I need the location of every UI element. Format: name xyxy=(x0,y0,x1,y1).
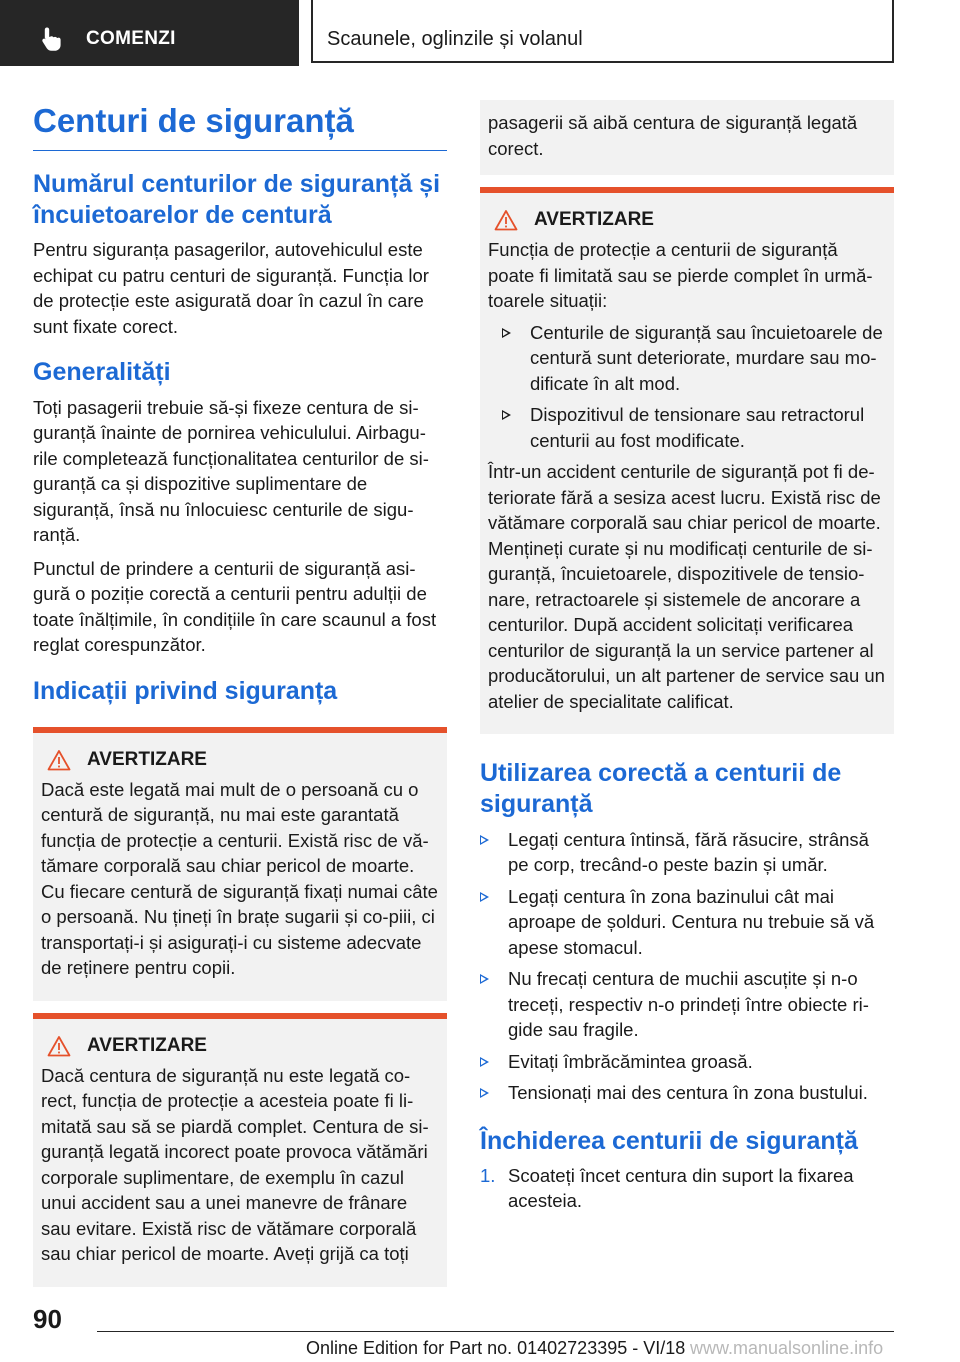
right-column xyxy=(480,100,894,1214)
heading-number-of-belts: Numărul centurilor de siguranță și încuietoarelor de centură xyxy=(33,169,441,230)
triangle-bullet-icon xyxy=(480,1057,489,1067)
list-item xyxy=(480,1049,894,1075)
list-item-text: Centurile de siguranță sau încuietoarele de centură sunt deteriorate, murdare sau mo-dificate în alt mod. xyxy=(530,321,883,394)
list-item xyxy=(480,884,894,961)
warning-box-2 xyxy=(33,1013,447,1287)
warning-continuation-box xyxy=(480,100,894,175)
chapter-label: COMENZI xyxy=(86,28,176,49)
section-label: Scaunele, oglinzile și volanul xyxy=(327,28,583,50)
watermark-site[interactable]: www.manualsonline.info xyxy=(690,1338,884,1358)
list-item-text: Tensionați mai des centura în zona bustului. xyxy=(508,1082,868,1103)
warning-triangle-icon xyxy=(494,209,518,231)
page-header xyxy=(0,0,960,66)
closing-steps-list xyxy=(480,1163,894,1214)
triangle-bullet-icon xyxy=(502,328,511,338)
list-item xyxy=(488,402,886,453)
list-item-text: Nu frecați centura de muchii ascuțite și n-o treceți, respectiv n-o prindeți între obiecte ri-gide sau fragile. xyxy=(508,968,869,1040)
page-number: 90 xyxy=(33,1304,62,1334)
warning-title-text: AVERTIZARE xyxy=(534,209,654,230)
list-item xyxy=(480,1080,894,1106)
warning-text: Dacă centura de siguranță nu este legată co-rect, funcția de protecție a acesteia poate fi li-mitată sau să se piardă complet. Centura de si-guranță legată incorect poate provoca vătămări corporale suplimentare, de exemplu în cazul unui accident sau a unei manevre de frânare sau evitare. Există risc de vătămare corporală sau chiar pericol de moarte. Aveți grijă ca toți xyxy=(41,1064,429,1265)
paragraph-number-of-belts: Pentru siguranța pasagerilor, autovehiculul este echipat cu patru centuri de siguranță. Funcția lor de protecție este asigurată doar în cazul în care sunt fixate corect. xyxy=(33,239,429,337)
list-item xyxy=(488,320,886,397)
warning-bullet-list xyxy=(488,320,886,454)
heading-correct-usage: Utilizarea corectă a centurii de siguranță xyxy=(480,759,842,819)
warning-intro-text: Funcția de protecție a centurii de siguranță poate fi limitată sau se pierde complet în urmă-toarele situații: xyxy=(488,239,873,311)
step-number: 1. xyxy=(480,1164,496,1186)
list-item-text: Evitați îmbrăcămintea groasă. xyxy=(508,1050,753,1072)
warning-title-text: AVERTIZARE xyxy=(87,748,207,770)
usage-bullet-list xyxy=(480,827,894,1106)
warning-outro-text: Într-un accident centurile de siguranță pot fi de-teriorate fără a sesiza acest lucru. Există risc de vătămare corporală sau chiar pericol de moarte. Mențineți curate și nu modificați centurile de si-guranță, încuietoarele, dispozitivele de tensio-nare, retractoarele și sistemele de ancorare a centurilor. După accident solicitați verificarea centurilor de siguranță la un service partener al producătorului, un alt partener de service sau un atelier de specialitate calificat. xyxy=(488,461,885,712)
heading-general: Generalități xyxy=(33,358,171,387)
heading-safety-notes: Indicații privind siguranța xyxy=(33,676,338,705)
list-item-text: Legați centura în zona bazinului cât mai aproape de șolduri. Centura nu trebuie să vă apese stomacul. xyxy=(508,885,875,958)
list-item-text: Legați centura întinsă, fără răsucire, strânsă pe corp, trecând-o peste bazin și umăr. xyxy=(508,828,869,875)
triangle-bullet-icon xyxy=(480,835,489,845)
page-footer xyxy=(0,1290,960,1362)
warning-triangle-icon xyxy=(47,749,71,771)
page-title: Centuri de siguranță xyxy=(33,102,447,151)
step-text: Scoateți încet centura din suport la fixarea acesteia. xyxy=(508,1164,854,1212)
step-item xyxy=(480,1163,894,1214)
warning-box-1 xyxy=(33,727,447,1001)
pointing-hand-icon xyxy=(40,26,64,52)
triangle-bullet-icon xyxy=(480,1088,489,1098)
warning-text: Dacă este legată mai mult de o persoană cu o centură de siguranță, nu mai este garantată funcția de protecție a centurii. Există risc de vă-tămare corporală sau chiar pericol de moarte. Cu fiecare centură de siguranță fixați numai câte o persoană. Nu țineți în brațe sugarii și co-piii, ci transportați-i și asigurați-i cu sisteme adecvate de reținere pentru copii. xyxy=(41,778,438,979)
warning-title xyxy=(41,749,439,771)
chapter-tab[interactable] xyxy=(0,0,299,66)
list-item xyxy=(480,966,894,1043)
warning-title xyxy=(488,209,886,231)
paragraph-general-1: Toți pasagerii trebuie să-și fixeze centura de si-guranță înainte de pornirea vehiculului. Airbagu-rile completează funcționalitatea centurilor de si-guranță ca și dispozitive suplimentare de siguranță, însă nu înlocuiesc centurile de sigu-ranță. xyxy=(33,396,429,546)
edition-note: Online Edition for Part no. 01402723395 - VI/18 xyxy=(306,1338,686,1358)
paragraph-general-2: Punctul de prindere a centurii de siguranță asi-gură o poziție corectă a centurii pentru adulții de toate înălțimile, în condițiile în care scaunul a fost reglat corespunzător. xyxy=(33,557,437,656)
warning-triangle-icon xyxy=(47,1035,71,1057)
warning-title xyxy=(41,1035,439,1057)
triangle-bullet-icon xyxy=(480,892,489,902)
heading-closing-belt: Închiderea centurii de siguranță xyxy=(480,1126,858,1155)
warning-continuation-text: pasagerii să aibă centura de siguranță legată corect. xyxy=(488,112,858,159)
list-item-text: Dispozitivul de tensionare sau retractorul centurii au fost modificate. xyxy=(530,404,865,451)
list-item xyxy=(480,827,894,878)
triangle-bullet-icon xyxy=(502,410,511,420)
triangle-bullet-icon xyxy=(480,974,489,984)
warning-box-3 xyxy=(480,187,894,734)
warning-title-text: AVERTIZARE xyxy=(87,1034,207,1056)
footer-divider xyxy=(97,1331,894,1332)
section-tab[interactable] xyxy=(311,0,894,63)
left-column xyxy=(33,96,447,1287)
